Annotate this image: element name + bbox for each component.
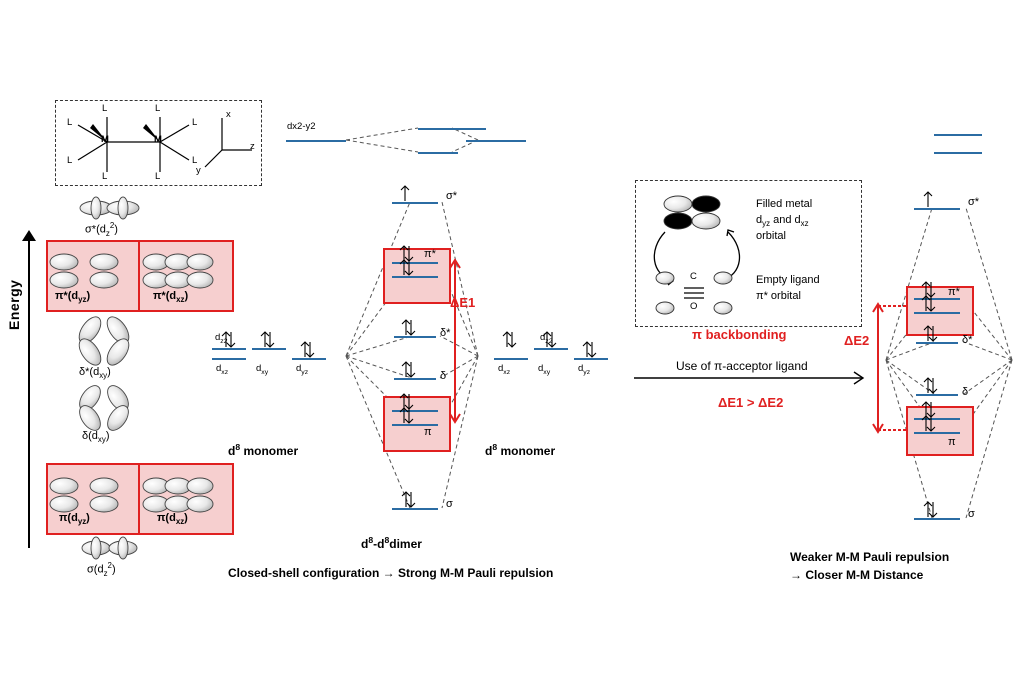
ligand-label-4: L xyxy=(102,171,108,182)
backbond-title: π backbonding xyxy=(692,327,787,342)
monomer-right-label-dxz: $d_{xz}$ xyxy=(498,363,511,376)
monomer-left-label-dyz: $d_{yz}$ xyxy=(296,363,309,376)
right-dimer-label-sigma-star: σ* xyxy=(968,196,980,208)
ligand-label-7: L xyxy=(155,103,161,114)
caption-monomer-left: $d^8$ monomer xyxy=(228,442,299,458)
caption-closed-shell: Closed-shell configuration → Strong M-M Pauli repulsion xyxy=(228,566,554,580)
energy-axis-label: Energy xyxy=(6,279,22,330)
monomer-right-label-dxy: $d_{xy}$ xyxy=(538,363,551,376)
structure-metal-right: M xyxy=(154,134,162,145)
backbond-atom-o: O xyxy=(690,301,698,312)
monomer-left-label-dxz: $d_{xz}$ xyxy=(216,363,229,376)
caption-dimer: $d^8-d^8dimer$ xyxy=(361,535,422,551)
axis-x-label: x xyxy=(226,109,231,120)
orbital-label-pi-star-dxz: $\pi*(d_{xz})$ xyxy=(153,290,189,305)
structure-metal-left: M xyxy=(101,134,109,145)
orbital-label-pi-star-dyz: $\pi*(d_{yz})$ xyxy=(55,290,91,305)
ligand-label-2: L xyxy=(67,155,73,166)
dimer-label-sigma-star: σ* xyxy=(446,190,458,202)
right-dimer-label-pi-star: π* xyxy=(948,286,960,298)
ligand-label-5: L xyxy=(192,117,198,128)
monomer-right-label-dyz: $d_{yz}$ xyxy=(578,363,591,376)
orbital-label-delta-dxy: $\delta(d_{xy})$ xyxy=(82,430,110,445)
right-dimer-label-sigma: σ xyxy=(968,508,975,520)
orbital-label-pi-dyz: $\pi(d_{yz})$ xyxy=(59,512,90,527)
caption-weaker-repulsion: Weaker M-M Pauli repulsion xyxy=(790,550,950,564)
ligand-label-3: L xyxy=(102,103,108,114)
backbond-pi-star-orbital: π* orbital xyxy=(756,290,801,302)
dx2y2-label: dx2-y2 xyxy=(287,121,316,132)
delta-e-comparison: ΔE1 > ΔE2 xyxy=(718,395,784,410)
backbond-filled-metal: Filled metal xyxy=(756,198,813,210)
dimer-label-delta: δ xyxy=(440,370,447,382)
orbital-label-delta-star-dxy: $\delta*(d_{xy})$ xyxy=(79,366,111,381)
ligand-label-6: L xyxy=(192,155,198,166)
orbital-label-sigma-dz2: $\sigma(d_z^2)$ xyxy=(87,561,116,578)
axis-z-label: z xyxy=(250,141,255,152)
caption-closer-distance: → Closer M-M Distance xyxy=(790,568,924,582)
right-dimer-label-delta: δ xyxy=(962,386,969,398)
axis-y-label: y xyxy=(196,165,201,176)
delta-e2-label: ΔE2 xyxy=(844,333,870,348)
dimer-label-pi-star: π* xyxy=(424,248,436,260)
right-dimer-label-delta-star: δ* xyxy=(962,334,973,346)
monomer-left-label-dz2: $d_{z2}$ xyxy=(215,332,228,345)
dimer-label-pi: π xyxy=(424,426,432,438)
transition-arrow-label: Use of π-acceptor ligand xyxy=(676,359,808,373)
ligand-label-8: L xyxy=(155,171,161,182)
backbond-atom-c: C xyxy=(690,271,697,282)
ligand-label-1: L xyxy=(67,117,73,128)
delta-e1-label: ΔE1 xyxy=(450,295,476,310)
monomer-left-label-dxy: $d_{xy}$ xyxy=(256,363,269,376)
backbond-orbital-word: orbital xyxy=(756,230,786,242)
orbital-label-pi-dxz: $\pi(d_{xz})$ xyxy=(157,512,188,527)
backbond-empty-ligand: Empty ligand xyxy=(756,274,820,286)
monomer-right-label-dz2: $d_{z2}$ xyxy=(540,332,553,345)
dimer-label-sigma: σ xyxy=(446,498,453,510)
right-dimer-label-pi: π xyxy=(948,436,956,448)
backbond-dyz-dxz: $d_{yz}$ and $d_{xz}$ xyxy=(756,214,809,229)
orbital-label-sigma-star-dz2: $\sigma*(d_z^2)$ xyxy=(85,221,118,238)
dimer-label-delta-star: δ* xyxy=(440,327,451,339)
caption-monomer-right: $d^8$ monomer xyxy=(485,442,556,458)
